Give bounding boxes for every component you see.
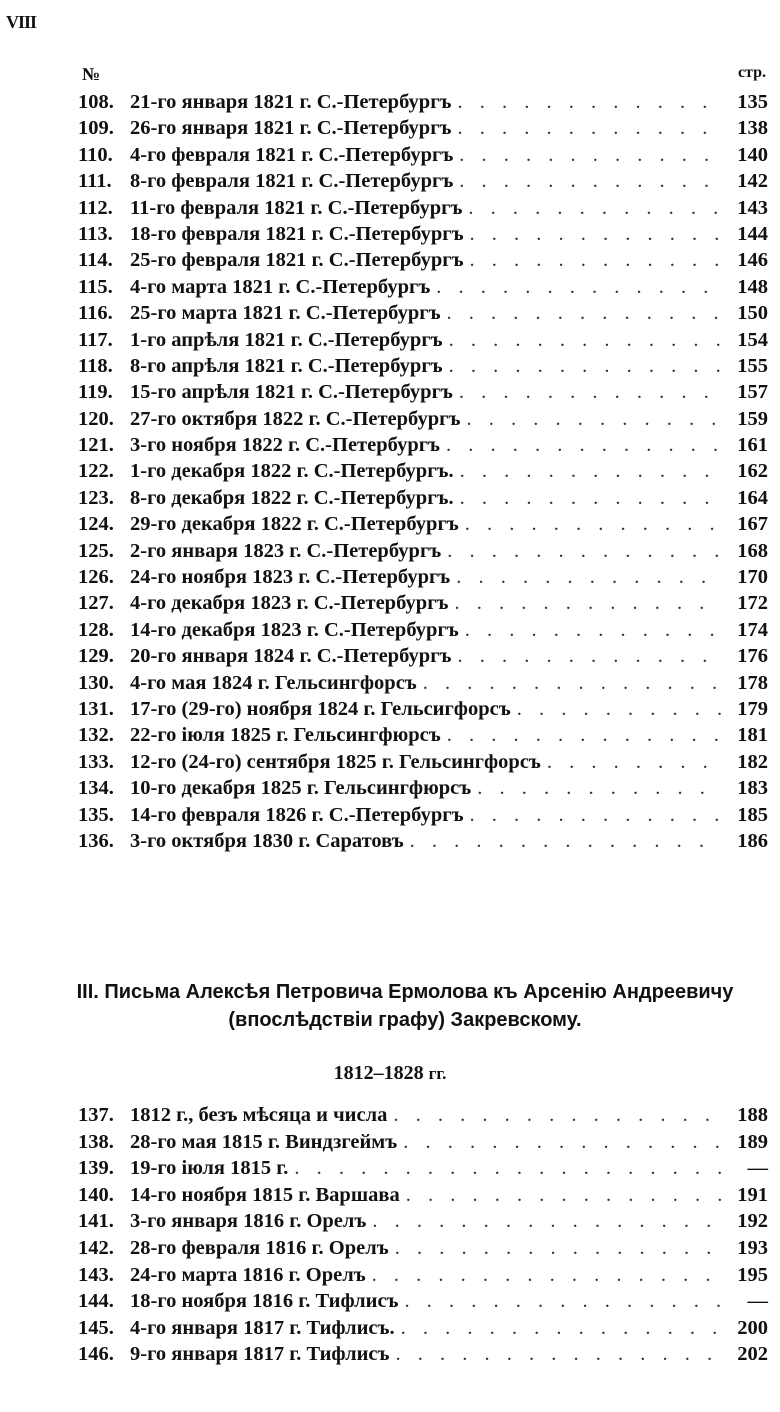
toc-entry bbox=[78, 777, 768, 803]
entry-page: 202 bbox=[737, 1343, 768, 1366]
toc-entry bbox=[78, 460, 768, 486]
leader-dots bbox=[460, 408, 722, 431]
years-range: 1812–1828 bbox=[333, 1062, 424, 1084]
entry-page: 193 bbox=[737, 1236, 768, 1259]
toc-entry bbox=[78, 1290, 768, 1317]
entry-number: 118. bbox=[78, 354, 113, 377]
entry-number: 131. bbox=[78, 697, 114, 720]
entry-page: 155 bbox=[737, 354, 768, 377]
entry-number: 119. bbox=[78, 381, 113, 404]
entry-page: 144 bbox=[737, 222, 768, 245]
entry-page: — bbox=[747, 1157, 768, 1180]
entry-title: 14-го февраля 1826 г. С.-Петербургъ bbox=[130, 803, 464, 826]
leader-dots bbox=[450, 566, 722, 589]
leader-dots bbox=[459, 513, 722, 536]
entry-page: 168 bbox=[737, 539, 768, 562]
entry-page: 191 bbox=[737, 1183, 768, 1206]
entry-number: 112. bbox=[78, 196, 113, 219]
entry-title: 1812 г., безъ мѣсяца и числа bbox=[130, 1104, 388, 1126]
leader-dots bbox=[511, 698, 722, 721]
section-heading bbox=[40, 978, 770, 1034]
entry-number: 117. bbox=[78, 328, 113, 351]
leader-dots bbox=[464, 223, 722, 246]
toc-entry bbox=[78, 434, 768, 460]
toc-entry bbox=[78, 1210, 768, 1237]
entry-page: 183 bbox=[737, 777, 768, 800]
leader-dots bbox=[441, 302, 722, 325]
leader-dots bbox=[462, 197, 722, 220]
leader-dots bbox=[389, 1343, 722, 1366]
toc-entry bbox=[78, 408, 768, 434]
entry-page: 189 bbox=[737, 1130, 768, 1153]
toc-entry bbox=[78, 1317, 768, 1344]
leader-dots bbox=[404, 830, 722, 853]
entry-page: 138 bbox=[737, 117, 768, 140]
entry-title: 24-го ноября 1823 г. С.-Петербургъ bbox=[130, 566, 451, 589]
entry-title: 9-го января 1817 г. Тифлисъ bbox=[130, 1343, 390, 1366]
entry-title: 26-го января 1821 г. С.-Петербургъ bbox=[130, 117, 452, 140]
entry-number: 139. bbox=[78, 1157, 114, 1180]
entry-number: 140. bbox=[78, 1183, 114, 1206]
entry-number: 109. bbox=[78, 117, 114, 140]
entry-title: 14-го декабря 1823 г. С.-Петербургъ bbox=[130, 618, 459, 641]
entry-title: 2-го января 1823 г. С.-Петербургъ bbox=[130, 539, 442, 562]
toc-entry bbox=[78, 592, 768, 618]
leader-dots bbox=[417, 672, 722, 695]
toc-entry bbox=[78, 540, 768, 566]
toc-entry bbox=[78, 672, 768, 698]
entry-title: 4-го марта 1821 г. С.-Петербургъ bbox=[130, 275, 431, 298]
entry-page: 192 bbox=[737, 1210, 768, 1233]
toc-entry bbox=[78, 249, 768, 275]
toc-entry bbox=[78, 223, 768, 249]
toc-entry bbox=[78, 698, 768, 724]
leader-dots bbox=[443, 329, 722, 352]
section-title-line-2: (впослѣдствіи графу) Закревскому. bbox=[228, 1009, 582, 1031]
entry-page: 188 bbox=[737, 1104, 768, 1126]
entry-page: 162 bbox=[737, 460, 768, 483]
entry-page: 182 bbox=[737, 750, 768, 773]
entry-title: 25-го февраля 1821 г. С.-Петербургъ bbox=[130, 249, 464, 272]
leader-dots bbox=[441, 540, 722, 563]
leader-dots bbox=[400, 1184, 722, 1207]
entry-title: 12-го (24-го) сентября 1825 г. Гельсингфорсъ bbox=[130, 750, 541, 773]
entry-title: 18-го ноября 1816 г. Тифлисъ bbox=[130, 1290, 399, 1313]
entry-number: 134. bbox=[78, 777, 114, 800]
toc-entry bbox=[78, 197, 768, 223]
toc-list-part-3 bbox=[78, 1104, 768, 1370]
entry-number: 143. bbox=[78, 1263, 114, 1286]
entry-page: 170 bbox=[737, 566, 768, 589]
number-column-label: № bbox=[82, 64, 101, 84]
entry-title: 3-го октября 1830 г. Саратовъ bbox=[130, 829, 404, 852]
toc-entry bbox=[78, 513, 768, 539]
entry-title: 17-го (29-го) ноября 1824 г. Гельсигфорсъ bbox=[130, 697, 511, 720]
section-years bbox=[0, 1062, 780, 1085]
entry-page: 178 bbox=[737, 671, 768, 694]
column-header bbox=[82, 64, 766, 86]
entry-title: 29-го декабря 1822 г. С.-Петербургъ bbox=[130, 513, 459, 536]
toc-entry bbox=[78, 804, 768, 830]
leader-dots bbox=[389, 1237, 722, 1260]
leader-dots bbox=[440, 434, 722, 457]
entry-page: 150 bbox=[737, 302, 768, 325]
leader-dots bbox=[541, 751, 722, 774]
entry-number: 124. bbox=[78, 513, 114, 536]
entry-page: 185 bbox=[737, 803, 768, 826]
entry-page: 195 bbox=[737, 1263, 768, 1286]
entry-number: 122. bbox=[78, 460, 114, 483]
entry-page: 143 bbox=[737, 196, 768, 219]
leader-dots bbox=[454, 460, 722, 483]
entry-page: — bbox=[747, 1290, 768, 1313]
entry-number: 108. bbox=[78, 91, 114, 113]
leader-dots bbox=[441, 724, 722, 747]
toc-entry bbox=[78, 1237, 768, 1264]
toc-entry bbox=[78, 566, 768, 592]
toc-entry bbox=[78, 1157, 768, 1184]
entry-number: 110. bbox=[78, 143, 113, 166]
entry-title: 1-го декабря 1822 г. С.-Петербургъ. bbox=[130, 460, 454, 483]
leader-dots bbox=[395, 1317, 722, 1340]
entry-title: 3-го января 1816 г. Орелъ bbox=[130, 1210, 367, 1233]
entry-title: 28-го февраля 1816 г. Орелъ bbox=[130, 1236, 389, 1259]
entry-number: 136. bbox=[78, 829, 114, 852]
entry-title: 19-го іюля 1815 г. bbox=[130, 1157, 289, 1180]
leader-dots bbox=[397, 1131, 722, 1154]
leader-dots bbox=[453, 381, 722, 404]
entry-page: 179 bbox=[737, 697, 768, 720]
leader-dots bbox=[430, 276, 722, 299]
entry-number: 141. bbox=[78, 1210, 114, 1233]
toc-entry bbox=[78, 1104, 768, 1131]
entry-number: 126. bbox=[78, 566, 114, 589]
leader-dots bbox=[459, 619, 722, 642]
entry-title: 11-го февраля 1821 г. С.-Петербургъ bbox=[130, 196, 463, 219]
toc-entry bbox=[78, 830, 768, 856]
entry-title: 25-го марта 1821 г. С.-Петербургъ bbox=[130, 302, 441, 325]
toc-entry bbox=[78, 381, 768, 407]
entry-page: 140 bbox=[737, 143, 768, 166]
toc-entry bbox=[78, 1131, 768, 1158]
entry-number: 111. bbox=[78, 170, 112, 193]
entry-title: 28-го мая 1815 г. Виндзгеймъ bbox=[130, 1130, 398, 1153]
entry-title: 20-го января 1824 г. С.-Петербургъ bbox=[130, 645, 452, 668]
years-suffix: гг. bbox=[428, 1064, 447, 1083]
toc-entry bbox=[78, 117, 768, 143]
toc-entry bbox=[78, 1343, 768, 1370]
toc-entry bbox=[78, 1264, 768, 1291]
entry-number: 133. bbox=[78, 750, 114, 773]
entry-page: 200 bbox=[737, 1316, 768, 1339]
entry-page: 142 bbox=[737, 170, 768, 193]
entry-title: 10-го декабря 1825 г. Гельсингфюрсъ bbox=[130, 777, 472, 800]
entry-title: 21-го января 1821 г. С.-Петербургъ bbox=[130, 91, 452, 113]
leader-dots bbox=[453, 170, 722, 193]
entry-title: 18-го февраля 1821 г. С.-Петербургъ bbox=[130, 222, 464, 245]
entry-number: 145. bbox=[78, 1316, 114, 1339]
leader-dots bbox=[443, 355, 722, 378]
entry-number: 115. bbox=[78, 275, 113, 298]
page-column-label: стр. bbox=[737, 64, 766, 81]
entry-title: 1-го апрѣля 1821 г. С.-Петербургъ bbox=[130, 328, 443, 351]
entry-number: 114. bbox=[78, 249, 113, 272]
entry-page: 159 bbox=[737, 407, 768, 430]
leader-dots bbox=[448, 592, 722, 615]
entry-page: 167 bbox=[737, 513, 768, 536]
toc-entry bbox=[78, 645, 768, 671]
entry-title: 8-го декабря 1822 г. С.-Петербургъ. bbox=[130, 486, 454, 509]
leader-dots bbox=[399, 1290, 722, 1313]
entry-number: 116. bbox=[78, 302, 113, 325]
section-title-line-1: III. Письма Алексѣя Петровича Ермолова къ Арсенію Андреевичу bbox=[76, 981, 734, 1003]
leader-dots bbox=[366, 1264, 722, 1287]
entry-number: 138. bbox=[78, 1130, 114, 1153]
entry-page: 172 bbox=[737, 592, 768, 615]
leader-dots bbox=[454, 487, 722, 510]
toc-entry bbox=[78, 170, 768, 196]
entry-number: 129. bbox=[78, 645, 114, 668]
leader-dots bbox=[464, 804, 722, 827]
leader-dots bbox=[288, 1157, 722, 1180]
entry-page: 176 bbox=[737, 645, 768, 668]
entry-page: 186 bbox=[737, 829, 768, 852]
entry-number: 130. bbox=[78, 671, 114, 694]
entry-title: 4-го января 1817 г. Тифлисъ. bbox=[130, 1316, 395, 1339]
toc-entry bbox=[78, 619, 768, 645]
entry-page: 146 bbox=[737, 249, 768, 272]
toc-entry bbox=[78, 276, 768, 302]
toc-entry bbox=[78, 751, 768, 777]
entry-title: 4-го февраля 1821 г. С.-Петербургъ bbox=[130, 143, 454, 166]
entry-title: 14-го ноября 1815 г. Варшава bbox=[130, 1183, 400, 1206]
entry-number: 121. bbox=[78, 434, 114, 457]
entry-page: 154 bbox=[737, 328, 768, 351]
toc-entry bbox=[78, 355, 768, 381]
entry-number: 137. bbox=[78, 1104, 114, 1126]
entry-page: 174 bbox=[737, 618, 768, 641]
entry-page: 164 bbox=[737, 486, 768, 509]
toc-list-part-2 bbox=[78, 91, 768, 856]
leader-dots bbox=[451, 645, 722, 668]
entry-page: 157 bbox=[737, 381, 768, 404]
toc-entry bbox=[78, 724, 768, 750]
leader-dots bbox=[366, 1210, 722, 1233]
toc-entry bbox=[78, 91, 768, 117]
entry-title: 27-го октября 1822 г. С.-Петербургъ bbox=[130, 407, 461, 430]
leader-dots bbox=[471, 777, 722, 800]
entry-number: 127. bbox=[78, 592, 114, 615]
entry-number: 123. bbox=[78, 486, 114, 509]
leader-dots bbox=[451, 91, 722, 114]
toc-entry bbox=[78, 302, 768, 328]
entry-title: 24-го марта 1816 г. Орелъ bbox=[130, 1263, 366, 1286]
entry-number: 144. bbox=[78, 1290, 114, 1313]
entry-title: 15-го апрѣля 1821 г. С.-Петербургъ bbox=[130, 381, 453, 404]
entry-title: 3-го ноября 1822 г. С.-Петербургъ bbox=[130, 434, 441, 457]
leader-dots bbox=[453, 144, 722, 167]
entry-title: 8-го апрѣля 1821 г. С.-Петербургъ bbox=[130, 354, 443, 377]
entry-number: 128. bbox=[78, 618, 114, 641]
entry-title: 8-го февраля 1821 г. С.-Петербургъ bbox=[130, 170, 454, 193]
entry-number: 113. bbox=[78, 222, 113, 245]
entry-page: 135 bbox=[737, 91, 768, 113]
entry-number: 146. bbox=[78, 1343, 114, 1366]
leader-dots bbox=[387, 1104, 722, 1127]
entry-page: 148 bbox=[737, 275, 768, 298]
toc-entry bbox=[78, 144, 768, 170]
entry-title: 4-го мая 1824 г. Гельсингфорсъ bbox=[130, 671, 417, 694]
entry-number: 142. bbox=[78, 1236, 114, 1259]
entry-title: 4-го декабря 1823 г. С.-Петербургъ bbox=[130, 592, 449, 615]
entry-page: 161 bbox=[737, 434, 768, 457]
entry-number: 120. bbox=[78, 407, 114, 430]
entry-number: 132. bbox=[78, 724, 114, 747]
entry-number: 125. bbox=[78, 539, 114, 562]
toc-entry bbox=[78, 1184, 768, 1211]
toc-entry bbox=[78, 487, 768, 513]
entry-title: 22-го іюля 1825 г. Гельсингфюрсъ bbox=[130, 724, 441, 747]
leader-dots bbox=[451, 117, 722, 140]
leader-dots bbox=[464, 249, 722, 272]
entry-page: 181 bbox=[737, 724, 768, 747]
page-number: VIII bbox=[6, 12, 37, 32]
toc-entry bbox=[78, 329, 768, 355]
entry-number: 135. bbox=[78, 803, 114, 826]
